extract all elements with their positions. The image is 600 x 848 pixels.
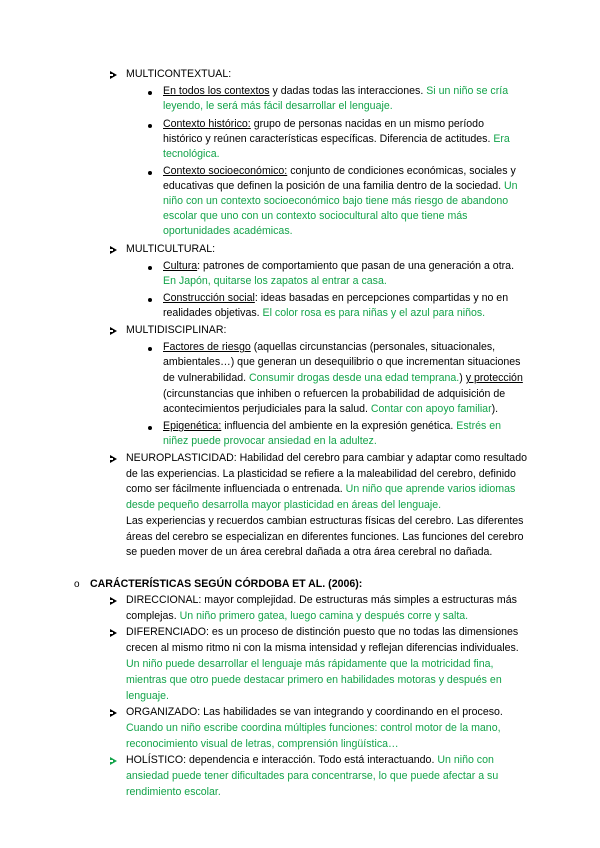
text-line: realidades objetivas. El color rosa es para niñas y el azul para niños. [163, 307, 486, 319]
circle-bullet-icon: o [74, 579, 80, 590]
text-line: DIRECCIONAL: mayor complejidad. De estructuras más simples a estructuras más [126, 594, 517, 606]
text-line: Contexto histórico: grupo de personas nacidas en un mismo período [163, 118, 484, 130]
arrow-bullet-icon [110, 709, 117, 717]
text-line: se pueden mover de un área cerebral dañada a otra área cerebral no dañada. [126, 546, 493, 558]
section-heading: MULTICONTEXTUAL: [126, 68, 232, 80]
text-line: acontecimientos perjudiciales para la salud. Contar con apoyo familiar). [163, 403, 499, 415]
arrow-bullet-icon [110, 757, 117, 765]
arrow-bullet-icon [110, 597, 117, 605]
text-line: Construcción social: ideas basadas en percepciones compartidas y no en [163, 292, 509, 304]
text-line: histórico y reúnen características específicas. Diferencia de actitudes. Era [163, 133, 510, 145]
example-line: En Japón, quitarse los zapatos al entrar a casa. [163, 275, 387, 287]
example-line: niño con un contexto socioeconómico bajo tiene más riesgo de abandono [163, 195, 509, 207]
example-line: oportunidades académicas. [163, 225, 293, 237]
bullet-icon [148, 426, 152, 430]
bullet-icon [148, 347, 152, 351]
section-heading: MULTICULTURAL: [126, 243, 216, 255]
example-line: mientras que otro puede destacar primero en habilidades motoras y después en [126, 674, 502, 686]
example-line: desde pequeño desarrolla mayor plasticidad en áreas del lenguaje. [126, 499, 442, 511]
text-line: educativas que definen la posición de una familia dentro de la sociedad. Un [163, 180, 518, 192]
arrow-bullet-icon [110, 629, 117, 637]
text-line: En todos los contextos y dadas todas las interacciones. Si un niño se cría [163, 85, 509, 97]
example-line: rendimiento escolar. [126, 786, 221, 798]
bullet-icon [148, 91, 152, 95]
bullet-icon [148, 266, 152, 270]
text-line: crecen al mismo ritmo ni con la misma intensidad y reflejan diferencias individuales. [126, 642, 519, 654]
section-heading: MULTIDISCIPLINAR: [126, 324, 227, 336]
text-line: ORGANIZADO: Las habilidades se van integrando y coordinando en el proceso. [126, 706, 503, 718]
text-line: NEUROPLASTICIDAD: Habilidad del cerebro para cambiar y adaptar como resultado [126, 452, 527, 464]
example-line: Cuando un niño escribe coordina múltiples funciones: control motor de la mano, [126, 722, 501, 734]
example-line: reconocimiento visual de letras, comprensión lingüística… [126, 738, 399, 750]
text-line: Factores de riesgo (aquellas circunstancias (personales, situacionales, [163, 341, 496, 353]
text-line: DIFERENCIADO: es un proceso de distinción puesto que no todas las dimensiones [126, 626, 519, 638]
text-line: áreas del cerebro se especializan en diferentes funciones. Las funciones del cerebro [126, 531, 524, 543]
text-line: HOLÍSTICO: dependencia e interacción. Todo está interactuando. Un niño con [126, 754, 494, 766]
bullet-icon [148, 298, 152, 302]
arrow-bullet-icon [110, 455, 117, 463]
text-line: complejas. Un niño primero gatea, luego camina y después corre y salta. [126, 610, 469, 622]
example-line: leyendo, le será más fácil desarrollar el lenguaje. [163, 100, 393, 112]
text-line: de vulnerabilidad. Consumir drogas desde una edad temprana.) y protección [163, 372, 523, 384]
example-line: escolar que uno con un contexto sociocultural alto que tiene más [163, 210, 468, 222]
text-line: como ser fácilmente influenciada o entrenada. Un niño que aprende varios idiomas [126, 483, 516, 495]
arrow-bullet-icon [110, 246, 117, 254]
text-line: Contexto socioeconómico: conjunto de condiciones económicas, sociales y [163, 165, 516, 177]
example-line: ansiedad puede tener dificultades para concentrarse, lo que puede afectar a su [126, 770, 499, 782]
text-line: Cultura: patrones de comportamiento que pasan de una generación a otra. [163, 260, 515, 272]
text-line: de las experiencias. La plasticidad se refiere a la maleabilidad del cerebro, definido [126, 468, 516, 480]
bullet-icon [148, 124, 152, 128]
arrow-bullet-icon [110, 327, 117, 335]
bullet-icon [148, 171, 152, 175]
text-line: Las experiencias y recuerdos cambian estructuras físicas del cerebro. Las diferentes [126, 515, 524, 527]
arrow-bullet-icon [110, 71, 117, 79]
text-line: Epigenética: influencia del ambiente en la expresión genética. Estrés en [163, 420, 502, 432]
example-line: Un niño puede desarrollar el lenguaje más rápidamente que la motricidad fina, [126, 658, 494, 670]
section-title: CARÁCTERÍSTICAS SEGÚN CÓRDOBA ET AL. (2006): [90, 578, 363, 590]
example-line: lenguaje. [126, 690, 170, 702]
text-line: (circunstancias que inhiben o refuercen la probabilidad de adquisición de [163, 388, 506, 400]
example-line: tecnológica. [163, 148, 220, 160]
text-line: ambientales…) que generan un desequilibrio o que incrementan situaciones [163, 356, 521, 368]
example-line: niñez puede provocar ansiedad en la adultez. [163, 435, 377, 447]
